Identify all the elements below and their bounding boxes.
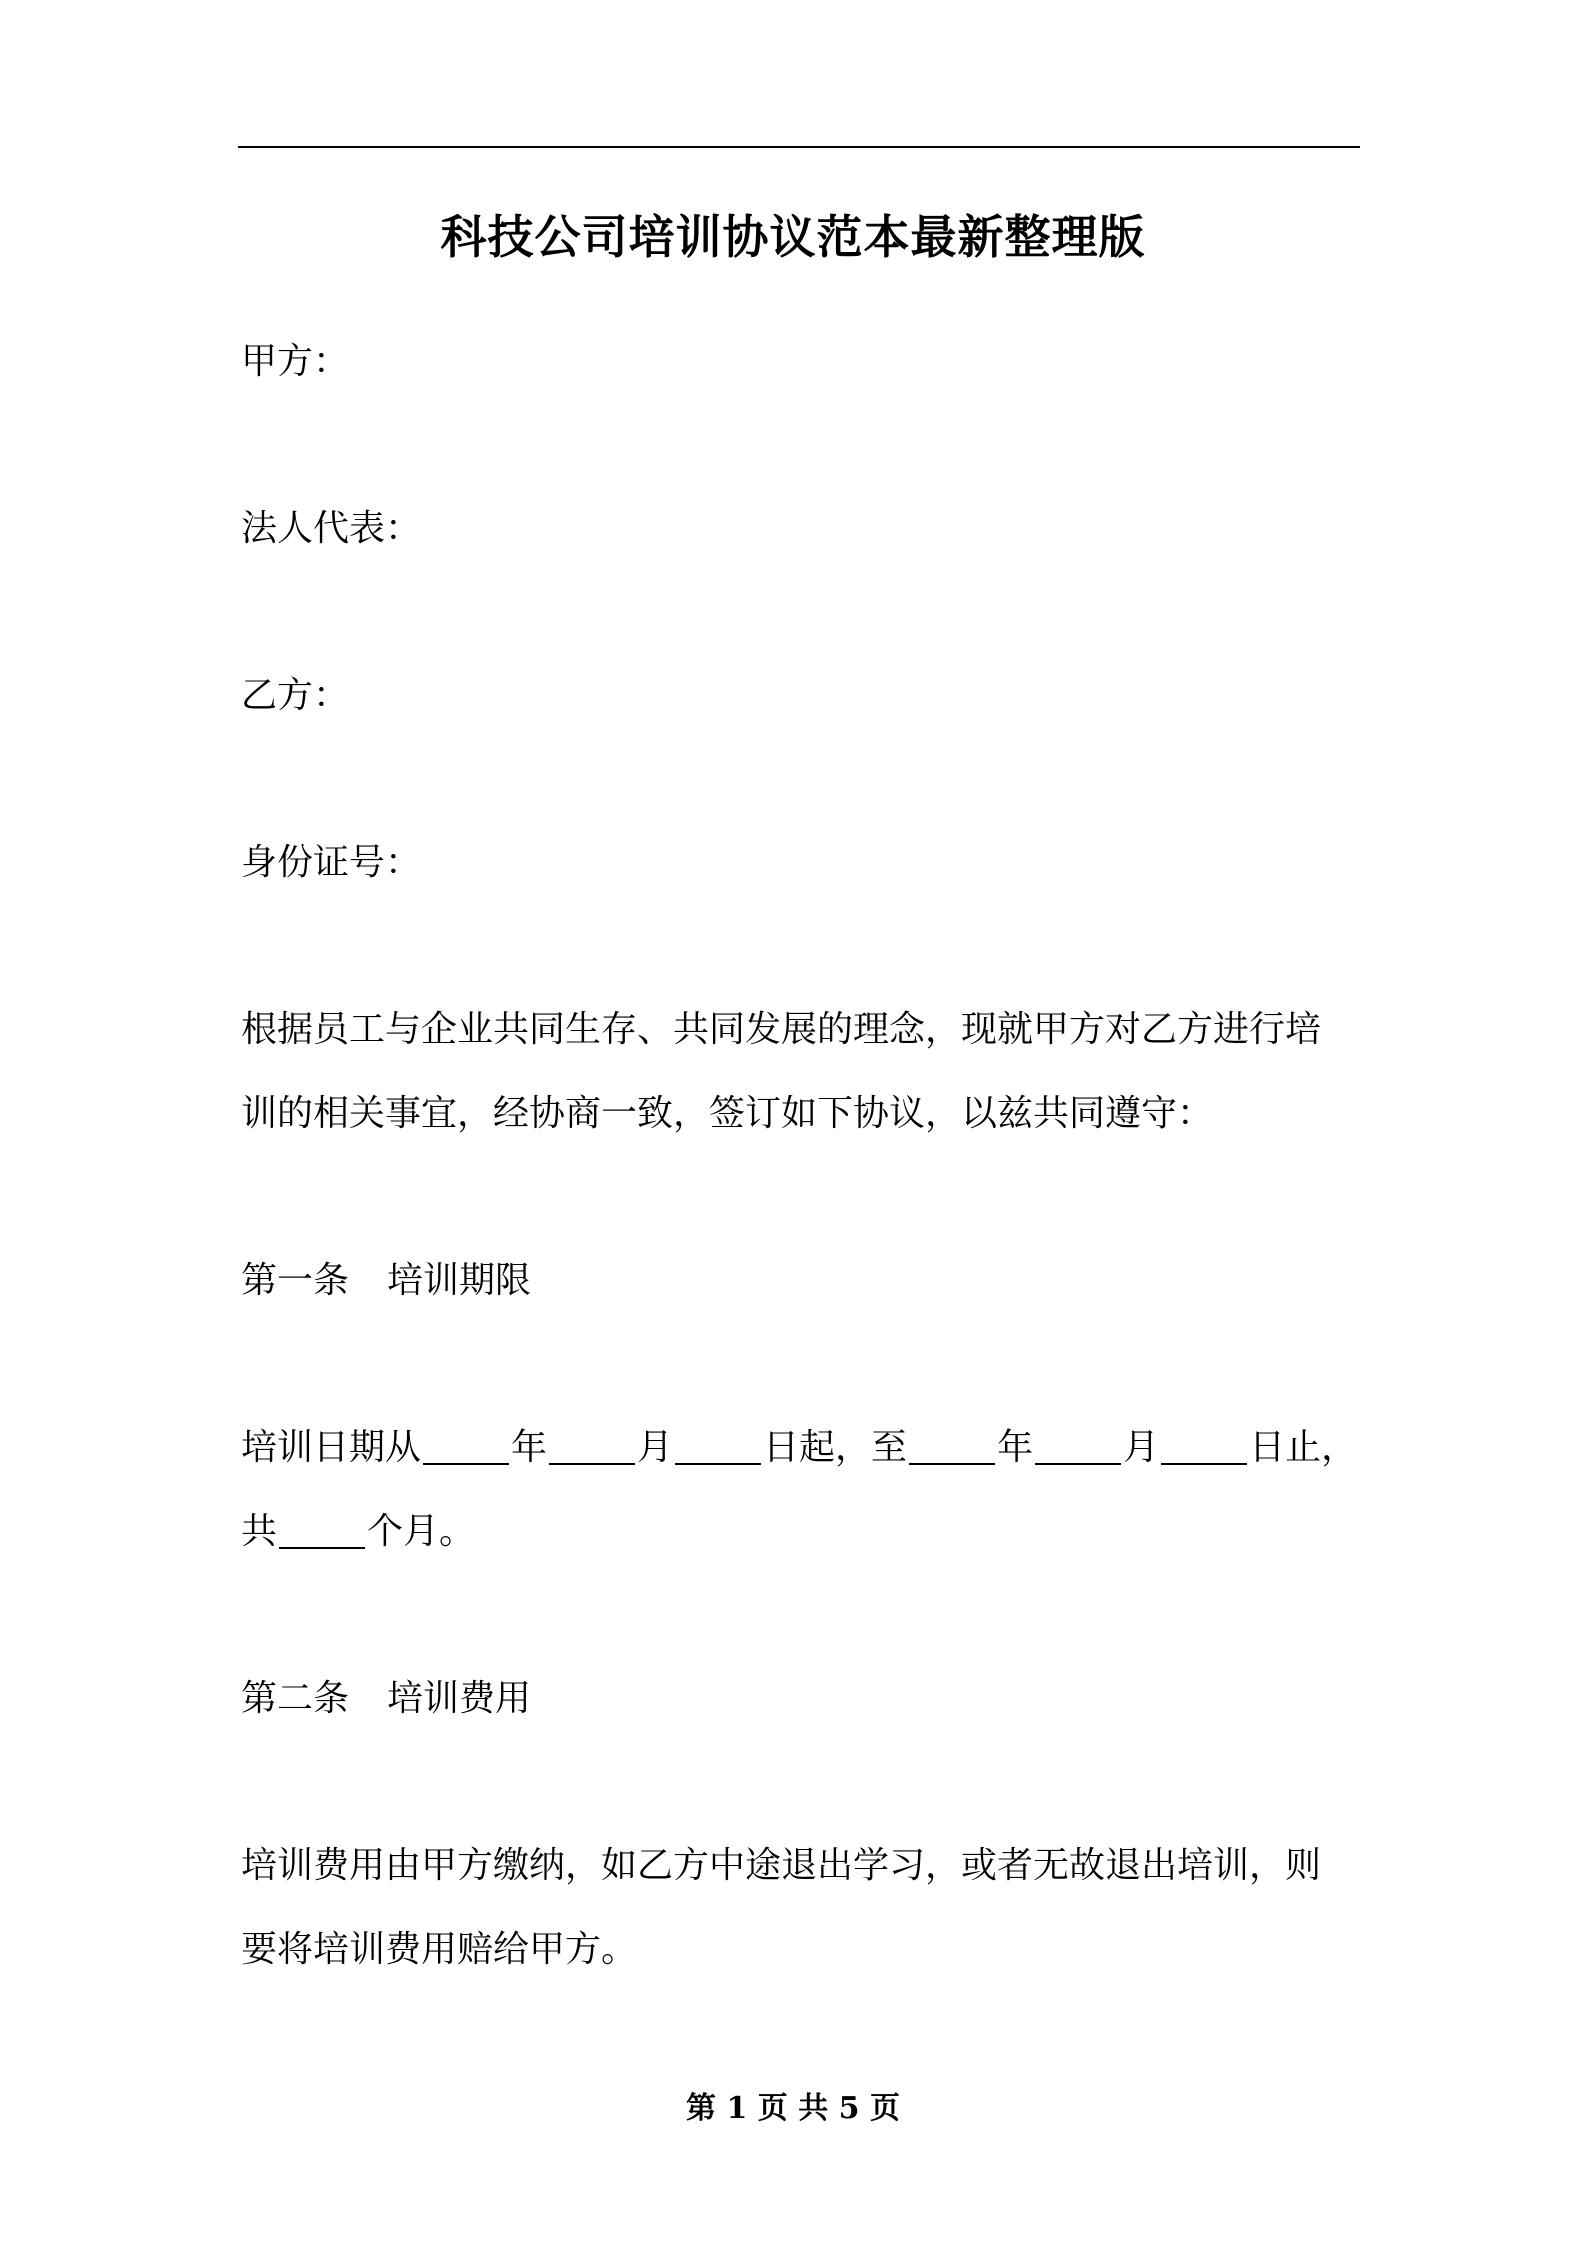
document-title: 科技公司培训协议范本最新整理版 (440, 210, 1146, 264)
article-2-number: 第二条 (241, 1678, 350, 1719)
article-1-number: 第一条 (241, 1260, 350, 1301)
start-year-unit: 年 (511, 1427, 548, 1468)
end-year-blank[interactable] (909, 1423, 995, 1465)
total-months-blank[interactable] (279, 1507, 365, 1549)
fee-clause-line-2: 要将培训费用赔给甲方。 (241, 1929, 638, 1970)
header-rule (238, 146, 1360, 148)
article-2-heading (241, 1669, 1361, 1729)
fee-clause-line-1: 培训费用由甲方缴纳，如乙方中途退出学习，或者无故退出培训，则 (241, 1845, 1322, 1886)
training-period-line-2 (241, 1502, 1361, 1562)
legal-representative-label: 法人代表： (241, 508, 422, 549)
total-prefix: 共 (241, 1511, 278, 1552)
start-day-blank[interactable] (675, 1423, 761, 1465)
end-month-unit: 月 (1123, 1427, 1160, 1468)
article-2-title: 培训费用 (387, 1678, 532, 1719)
end-day-blank[interactable] (1161, 1423, 1247, 1465)
id-number-label: 身份证号： (241, 842, 422, 883)
preamble-line-2: 训的相关事宜，经协商一致，签订如下协议，以兹共同遵守： (241, 1093, 1214, 1134)
preamble-line-1: 根据员工与企业共同生存、共同发展的理念，现就甲方对乙方进行培 (241, 1009, 1322, 1050)
start-month-blank[interactable] (549, 1423, 635, 1465)
start-day-unit: 日起，至 (763, 1427, 908, 1468)
total-suffix: 个月。 (367, 1511, 476, 1552)
party-b-label: 乙方： (241, 675, 350, 716)
end-year-unit: 年 (997, 1427, 1034, 1468)
article-1-title: 培训期限 (387, 1260, 532, 1301)
article-1-heading (241, 1251, 1361, 1311)
end-day-unit: 日止， (1249, 1427, 1358, 1468)
page-number-footer: 第 1 页 共 5 页 (686, 2091, 900, 2126)
training-period-line-1 (241, 1418, 1361, 1478)
end-month-blank[interactable] (1035, 1423, 1121, 1465)
start-year-blank[interactable] (423, 1423, 509, 1465)
period-start-prefix: 培训日期从 (241, 1427, 422, 1468)
start-month-unit: 月 (637, 1427, 674, 1468)
party-a-label: 甲方： (241, 341, 350, 382)
